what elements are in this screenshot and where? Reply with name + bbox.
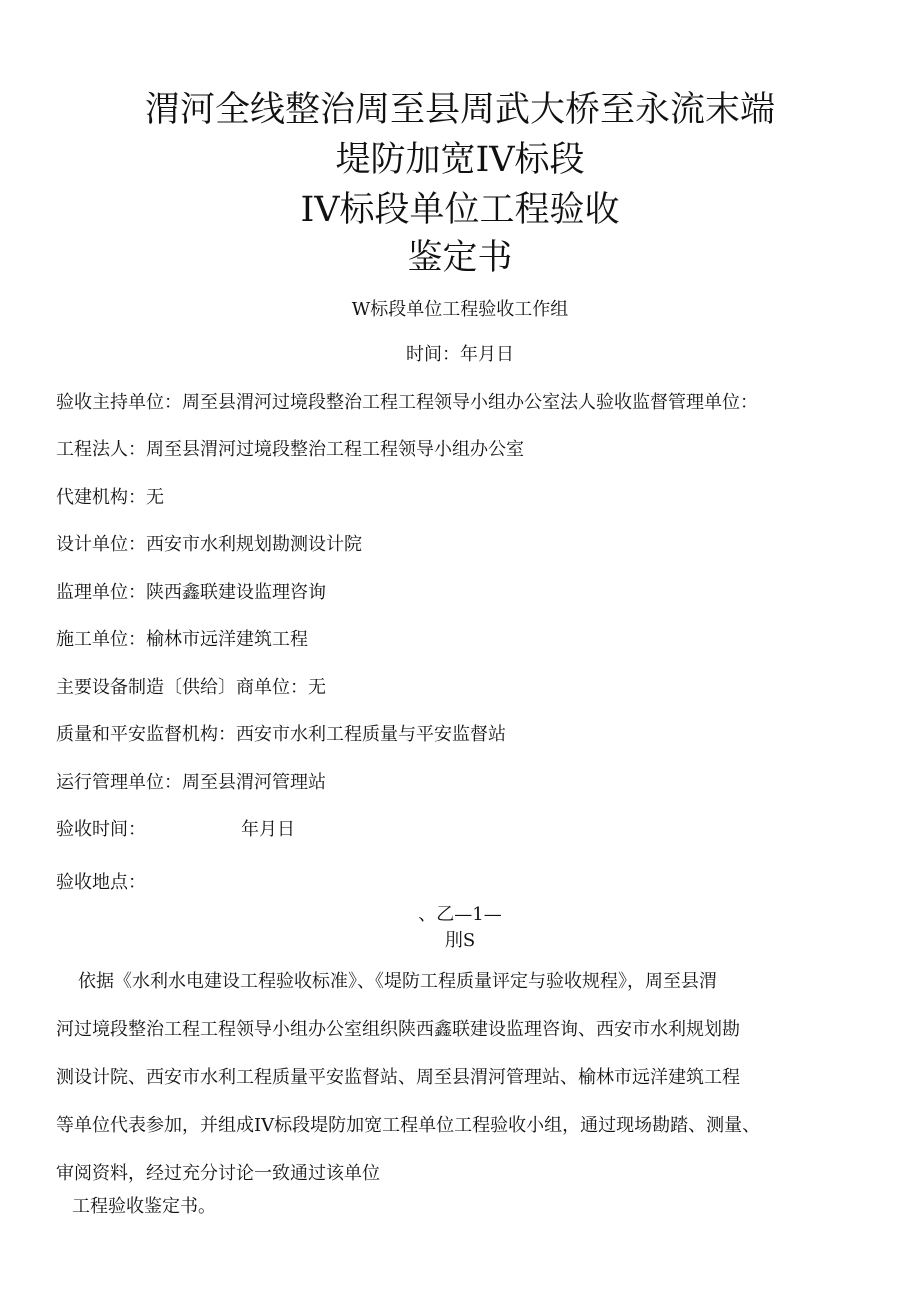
paragraph-line-6: 工程验收鉴定书。 — [72, 1196, 216, 1217]
field-host-unit: 验收主持单位：周至县渭河过境段整治工程工程领导小组办公室法人验收监督管理单位： — [56, 392, 758, 413]
acceptance-time-value: 年月日 — [241, 819, 295, 840]
document-title-line-2: 堤防加宽IV标段 — [335, 140, 585, 180]
paragraph-line-1: 依据《水利水电建设工程验收标准》、《堤防工程质量评定与验收规程》，周至县渭 — [78, 971, 717, 992]
acceptance-time-label: 验收时间： — [56, 819, 146, 840]
field-equipment-supplier: 主要设备制造〔供给〕商单位：无 — [56, 677, 326, 698]
paragraph-line-5: 审阅资料，经过充分讨论一致通过该单位 — [56, 1163, 380, 1184]
document-title-line-1: 渭河全线整治周至县周武大桥至永流末端 — [144, 90, 775, 130]
field-agent-organization: 代建机构：无 — [56, 487, 164, 508]
time-line: 时间：年月日 — [406, 344, 514, 365]
field-acceptance-time — [56, 818, 295, 842]
field-supervision-unit: 监理单位：陕西鑫联建设监理咨询 — [56, 582, 326, 603]
section-marker-line-2: 刖S — [444, 930, 476, 951]
field-design-unit: 设计单位：西安市水利规划勘测设计院 — [56, 534, 362, 555]
field-operation-unit: 运行管理单位：周至县渭河管理站 — [56, 772, 326, 793]
field-construction-unit: 施工单位：榆林市远洋建筑工程 — [56, 629, 308, 650]
document-title-line-3: IV标段单位工程验收 — [300, 190, 620, 230]
document-title-line-4: 鉴定书 — [407, 238, 513, 278]
field-project-legal-person: 工程法人：周至县渭河过境段整治工程工程领导小组办公室 — [56, 439, 524, 460]
working-group-subtitle: W标段单位工程验收工作组 — [351, 299, 569, 320]
paragraph-line-4: 等单位代表参加，并组成IV标段堤防加宽工程单位工程验收小组，通过现场勘踏、测量、 — [56, 1115, 761, 1136]
field-acceptance-place: 验收地点： — [56, 872, 146, 893]
field-quality-safety-agency: 质量和平安监督机构：西安市水利工程质量与平安监督站 — [56, 724, 506, 745]
paragraph-line-3: 测设计院、西安市水利工程质量平安监督站、周至县渭河管理站、榆林市远洋建筑工程 — [56, 1067, 740, 1088]
section-marker-line-1: 、乙—1— — [418, 904, 502, 925]
paragraph-line-2: 河过境段整治工程工程领导小组办公室组织陕西鑫联建设监理咨询、西安市水利规划勘 — [56, 1019, 740, 1040]
